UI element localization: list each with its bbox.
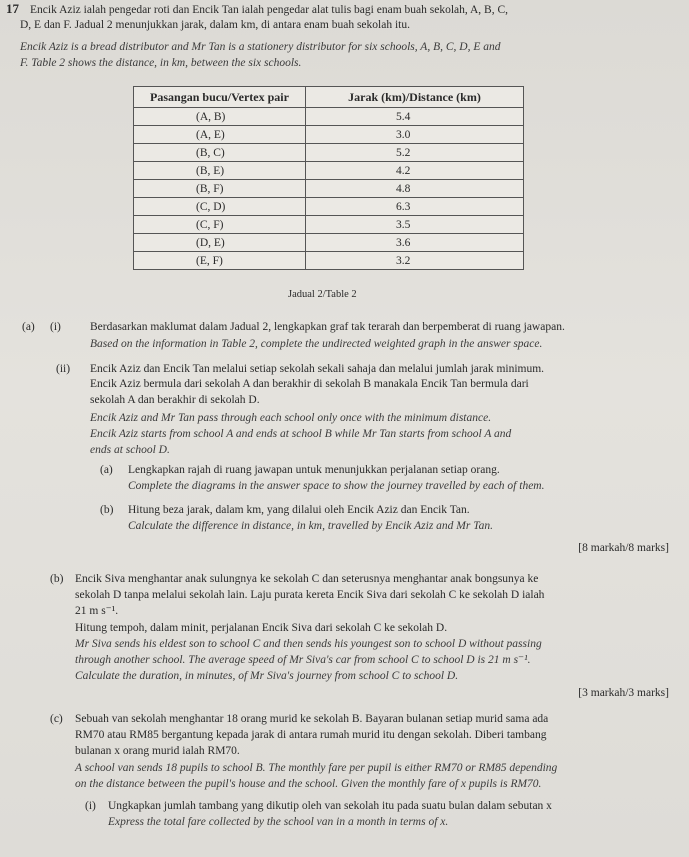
part-a-ii-malay-2: Encik Aziz bermula dari sekolah A dan berakhir di sekolah B manakala Encik Tan bermula dari: [90, 378, 529, 390]
part-c-i-english: Express the total fare collected by the school van in a month in terms of x.: [108, 816, 449, 828]
part-a-ii-a-english: Complete the diagrams in the answer space to show the journey travelled by each of them.: [128, 480, 545, 492]
header-distance: Jarak (km)/Distance (km): [306, 87, 524, 108]
part-a-ii-a-malay: Lengkapkan rajah di ruang jawapan untuk menunjukkan perjalanan setiap orang.: [128, 464, 500, 476]
distance-cell: 5.2: [306, 144, 524, 162]
distance-cell: 3.0: [306, 126, 524, 144]
part-a-ii-b-english: Calculate the difference in distance, in km, travelled by Encik Aziz and Mr Tan.: [128, 520, 493, 532]
intro-english-line-2: F. Table 2 shows the distance, in km, between the six schools.: [20, 57, 302, 69]
table-header-row: [134, 87, 524, 108]
distance-table: [133, 86, 524, 270]
part-c-malay-2: RM70 atau RM85 bergantung kepada jarak di antara rumah murid itu dengan sekolah. Diberi tambang: [75, 729, 547, 741]
part-b-marks: [3 markah/3 marks]: [578, 687, 669, 699]
part-a-ii-english-2: Encik Aziz starts from school A and ends at school B while Mr Tan starts from school A and: [90, 428, 512, 440]
part-c-english-2: on the distance between the pupil's house and the school. Given the monthly fare of x pupils is RM70.: [75, 778, 542, 790]
vertex-pair-cell: (D, E): [134, 234, 306, 252]
part-b-label: (b): [50, 573, 64, 585]
part-c-malay-1: Sebuah van sekolah menghantar 18 orang murid ke sekolah B. Bayaran bulanan setiap murid sama ada: [75, 713, 549, 725]
part-b-malay-2: sekolah D tanpa melalui sekolah lain. Laju purata kereta Encik Siva dari sekolah C ke sekolah D ialah: [75, 589, 545, 601]
header-vertex-pair: Pasangan bucu/Vertex pair: [134, 87, 306, 108]
vertex-pair-cell: (C, D): [134, 198, 306, 216]
intro-malay-line-2: D, E dan F. Jadual 2 menunjukkan jarak, dalam km, di antara enam buah sekolah itu.: [20, 19, 410, 31]
table-row: [134, 180, 524, 198]
distance-cell: 5.4: [306, 108, 524, 126]
distance-cell: 3.6: [306, 234, 524, 252]
distance-cell: 6.3: [306, 198, 524, 216]
table-row: [134, 144, 524, 162]
part-c-english-1: A school van sends 18 pupils to school B. The monthly fare per pupil is either RM70 or RM85 depending: [75, 762, 558, 774]
part-b-malay-4: Hitung tempoh, dalam minit, perjalanan Encik Siva dari sekolah C ke sekolah D.: [75, 622, 448, 634]
distance-cell: 3.5: [306, 216, 524, 234]
table-row: [134, 252, 524, 270]
part-a-ii-malay-1: Encik Aziz dan Encik Tan melalui setiap sekolah sekali sahaja dan melalui jumlah jarak minimum.: [90, 363, 545, 375]
vertex-pair-cell: (A, B): [134, 108, 306, 126]
table-row: [134, 198, 524, 216]
part-a-marks: [8 markah/8 marks]: [578, 542, 669, 554]
table-row: [134, 216, 524, 234]
part-a-ii-english-3: ends at school D.: [90, 444, 170, 456]
part-b-english-1: Mr Siva sends his eldest son to school C and then sends his youngest son to school D without passing: [75, 638, 542, 650]
vertex-pair-cell: (C, F): [134, 216, 306, 234]
distance-cell: 4.2: [306, 162, 524, 180]
vertex-pair-cell: (B, C): [134, 144, 306, 162]
vertex-pair-cell: (A, E): [134, 126, 306, 144]
distance-cell: 3.2: [306, 252, 524, 270]
table-caption: Jadual 2/Table 2: [288, 289, 357, 300]
part-a-label: (a): [22, 321, 35, 333]
table-row: [134, 234, 524, 252]
part-c-i-malay: Ungkapkan jumlah tambang yang dikutip oleh van sekolah itu pada suatu bulan dalam sebutan x: [108, 800, 552, 812]
vertex-pair-cell: (B, F): [134, 180, 306, 198]
part-b-malay-3: 21 m s⁻¹.: [75, 605, 119, 617]
intro-english-line-1: Encik Aziz is a bread distributor and Mr Tan is a stationery distributor for six schools, A, B, C, D, E and: [20, 41, 501, 53]
part-a-ii-b-label: (b): [100, 504, 114, 516]
table-row: [134, 162, 524, 180]
part-c-i-label: (i): [85, 800, 96, 812]
part-b-english-3: Calculate the duration, in minutes, of Mr Siva's journey from school C to school D.: [75, 670, 459, 682]
part-c-label: (c): [50, 713, 63, 725]
part-a-ii-label: (ii): [56, 363, 71, 375]
part-a-ii-a-label: (a): [100, 464, 113, 476]
vertex-pair-cell: (B, E): [134, 162, 306, 180]
part-a-i-malay: Berdasarkan maklumat dalam Jadual 2, lengkapkan graf tak terarah dan berpemberat di ruang jawapan.: [90, 321, 565, 333]
part-b-malay-1: Encik Siva menghantar anak sulungnya ke sekolah C dan seterusnya menghantar anak bongsunya ke: [75, 573, 539, 585]
part-a-ii-malay-3: sekolah A dan berakhir di sekolah D.: [90, 394, 260, 406]
intro-malay-line-1: Encik Aziz ialah pengedar roti dan Encik Tan ialah pengedar alat tulis bagi enam buah sekolah, A, B, C,: [30, 4, 509, 16]
part-a-ii-b-malay: Hitung beza jarak, dalam km, yang dilalui oleh Encik Aziz dan Encik Tan.: [128, 504, 470, 516]
distance-cell: 4.8: [306, 180, 524, 198]
part-c-malay-3: bulanan x orang murid ialah RM70.: [75, 745, 240, 757]
question-number: 17: [6, 1, 19, 16]
part-a-ii-english-1: Encik Aziz and Mr Tan pass through each school only once with the minimum distance.: [90, 412, 492, 424]
part-b-english-2: through another school. The average speed of Mr Siva's car from school C to school D is 21 m s⁻¹.: [75, 654, 531, 666]
part-a-i-label: (i): [50, 321, 61, 333]
part-a-i-english: Based on the information in Table 2, complete the undirected weighted graph in the answer space.: [90, 338, 543, 350]
vertex-pair-cell: (E, F): [134, 252, 306, 270]
table-row: [134, 108, 524, 126]
table-row: [134, 126, 524, 144]
